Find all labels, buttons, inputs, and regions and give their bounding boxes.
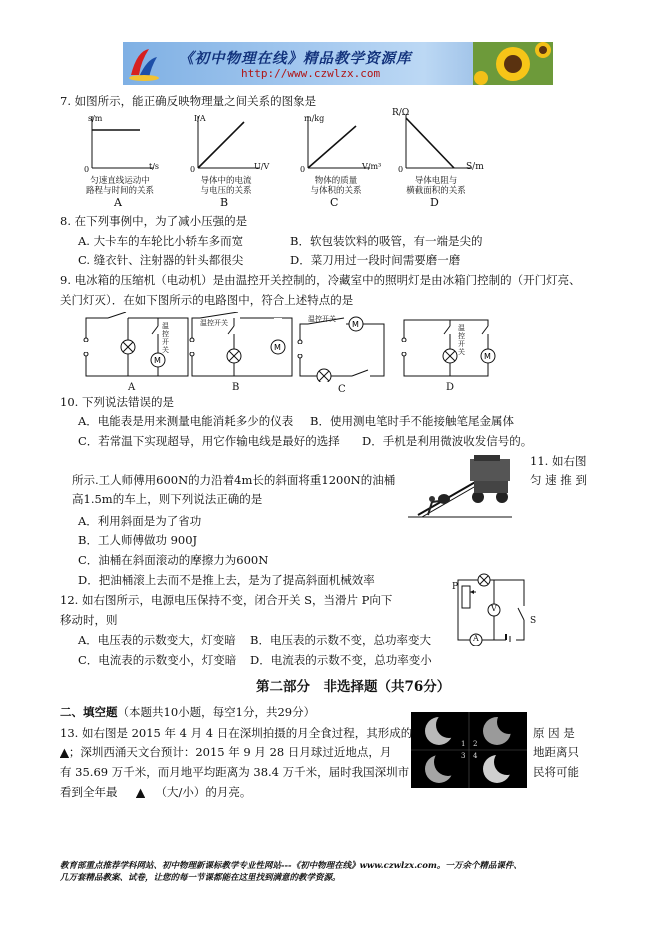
- q11-number-b: 匀 速 推 到: [530, 473, 587, 487]
- q9-c-letter: C: [338, 384, 346, 395]
- q7-d-origin: 0: [398, 165, 404, 174]
- banner-title: 《初中物理在线》精品教学资源库: [179, 50, 412, 67]
- q7-b-xlabel: U/V: [254, 162, 270, 171]
- q7-b-ylabel: I/A: [194, 114, 206, 123]
- header-banner: [123, 42, 553, 85]
- q11-option-c: C．油桶在斜面滚动的摩擦力为600N: [78, 553, 269, 567]
- q7-a-ylabel: s/m: [88, 114, 103, 123]
- q7-c-caption-2: 与体积的关系: [310, 186, 362, 196]
- part2-section-heading: [60, 705, 315, 720]
- q13-photo-number-2: 2: [473, 740, 478, 748]
- q9-line-2: 关门灯灭）．在如下图所示的电路图中，符合上述特点的是: [60, 293, 354, 307]
- page-footer: [60, 860, 620, 884]
- q7-d-caption-2: 横截面积的关系: [406, 186, 466, 196]
- q13-line-2-tail: 地距离只: [533, 745, 579, 759]
- q13-blank-1[interactable]: ▲: [60, 745, 69, 759]
- q7-a-xlabel: t/s: [149, 162, 160, 171]
- q9-circuit-d: [398, 312, 498, 396]
- q12-switch-label: S: [530, 616, 537, 626]
- q9-circuit-d-diagram: [398, 312, 498, 382]
- q8-stem: 8. 在下列事例中，为了减小压强的是: [60, 214, 248, 228]
- q9-b-letter: B: [232, 382, 240, 393]
- q7-graph-b: [184, 112, 274, 208]
- q11-option-b: B．工人师傅做功 900J: [78, 533, 198, 547]
- q10-option-c: C．若常温下实现超导，用它作输电线是最好的选择: [78, 434, 340, 448]
- q10-option-a: A．电能表是用来测量电能消耗多少的仪表: [78, 414, 294, 428]
- q13-photo-number-1: 1: [461, 740, 466, 748]
- site-logo-icon: [127, 45, 161, 82]
- q7-d-xlabel: S/m: [466, 162, 484, 172]
- q10-option-d: D．手机是利用微波收发信号的。: [362, 434, 533, 448]
- svg-text:M: M: [154, 356, 161, 365]
- q7-graph-d: [392, 108, 492, 208]
- q13-line-4-start: 看到全年最: [60, 785, 118, 799]
- q11-line-1: 所示.工人师傅用600N的力沿着4m长的斜面将重1200N的油桶: [72, 473, 396, 487]
- q11-ramp-figure: [404, 453, 516, 519]
- q9-circuit-a-diagram: [78, 312, 194, 382]
- q12-line-2: 移动时，则: [60, 613, 118, 627]
- q13-photo-number-4: 4: [473, 752, 478, 760]
- footer-line-2: 几万套精品教案、试卷，让您的每一节课都能在这里找到满意的教学资源。: [60, 873, 341, 883]
- q13-line-2-wrap: [60, 745, 391, 760]
- q12-option-b: B．电压表的示数不变，总功率变大: [250, 633, 431, 647]
- q13-line-4: [60, 785, 251, 800]
- q12-option-c: C．电流表的示数变小，灯变暗: [78, 653, 237, 667]
- q9-circuit-b: [186, 312, 298, 396]
- q12-slider-label: P: [452, 582, 459, 592]
- sunflower-icon: [473, 42, 553, 85]
- banner-url[interactable]: http://www.czwlzx.com: [241, 67, 381, 80]
- q12-line-1: 12. 如右图所示，电源电压保持不变，闭合开关 S，当滑片 P向下: [60, 593, 393, 607]
- svg-text:M: M: [352, 320, 359, 329]
- part2-title: 第二部分 非选择题（共76分）: [256, 679, 451, 695]
- q12-option-a: A．电压表的示数变大，灯变暗: [78, 633, 236, 647]
- svg-text:M: M: [274, 343, 281, 352]
- q7-graph-c: [294, 112, 384, 208]
- q11-option-a: A．利用斜面是为了省功: [78, 514, 202, 528]
- q7-graph-a: [78, 112, 168, 208]
- q8-option-a: A. 大卡车的车轮比小轿车多而宽: [78, 234, 244, 248]
- q8-option-d: D．菜刀用过一段时间需要磨一磨: [290, 253, 461, 267]
- q13-line-3-tail: 民将可能: [533, 765, 579, 779]
- q12-option-d: D．电流表的示数不变，总功率变小: [250, 653, 432, 667]
- q13-eclipse-photos: [411, 712, 527, 788]
- q7-b-letter: B: [220, 196, 229, 209]
- q13-photo-number-3: 3: [461, 752, 466, 760]
- q11-number-a: 11. 如右图: [530, 454, 587, 468]
- q7-d-ylabel: R/Ω: [392, 108, 410, 118]
- q11-option-d: D．把油桶滚上去而不是推上去，是为了提高斜面机械效率: [78, 573, 375, 587]
- q9-circuit-c: [294, 312, 396, 396]
- q7-a-caption-2: 路程与时间的关系: [85, 186, 154, 196]
- q13-line-3: 有 35.69 万千米，而月地平均距离为 38.4 万千米，届时我国深圳市: [60, 765, 410, 779]
- q7-b-caption-2: 与电压的关系: [200, 186, 252, 196]
- q13-eclipse-drawing: [411, 712, 527, 788]
- q8-option-c: C. 缝衣针、注射器的针头都很尖: [78, 253, 244, 267]
- q7-c-ylabel: m/kg: [304, 114, 325, 123]
- q9-line-1: 9. 电冰箱的压缩机（电动机）是由温控开关控制的，冷藏室中的照明灯是由冰箱门控制的（开门灯亮、: [60, 273, 581, 287]
- q9-a-letter: A: [128, 382, 136, 393]
- q7-stem: 7. 如图所示，能正确反映物理量之间关系的图象是: [60, 94, 317, 108]
- q7-a-origin: 0: [84, 165, 90, 174]
- q7-d-letter: D: [430, 196, 439, 209]
- q12-voltmeter-label: V: [491, 604, 497, 613]
- q7-c-xlabel: V/m³: [362, 162, 382, 171]
- q7-c-letter: C: [330, 196, 339, 209]
- svg-text:M: M: [484, 352, 491, 361]
- q10-stem: 10. 下列说法错误的是: [60, 395, 174, 409]
- q9-d-switch-label: 温控开关: [458, 324, 465, 356]
- part2-section-label: 二、填空题: [60, 705, 118, 719]
- q9-a-switch-label: 温控开关: [162, 322, 169, 354]
- q8-option-b: B．软包装饮料的吸管，有一端是尖的: [290, 234, 483, 248]
- footer-line-1: 教育部重点推荐学科网站、初中物理新课标教学专业性网站---《初中物理在线》www.czwlzx.com。一万余个精品课件、: [60, 861, 522, 871]
- q9-c-switch-label: 温控开关: [308, 315, 336, 323]
- part2-section-note: （本题共10小题，每空1分，共29分）: [117, 705, 316, 719]
- q7-a-caption-1: 匀速直线运动中: [90, 176, 150, 186]
- q7-c-caption-1: 物体的质量: [314, 176, 358, 186]
- q10-option-b: B．使用测电笔时手不能接触笔尾金属体: [310, 414, 514, 428]
- q13-line-4-end: （大/小）的月亮。: [155, 785, 252, 799]
- q12-ammeter-label: A: [473, 634, 479, 643]
- q13-line-1-tail: 原 因 是: [533, 726, 575, 740]
- q7-a-letter: A: [114, 196, 122, 209]
- q7-c-origin: 0: [300, 165, 306, 174]
- q13-blank-2[interactable]: ▲: [136, 785, 145, 799]
- q13-line-1: 13. 如右图是 2015 年 4 月 4 日在深圳拍摄的月全食过程，其形成的: [60, 726, 413, 740]
- q11-line-2: 高1.5m的车上，则下列说法正确的是: [72, 492, 263, 506]
- q12-circuit-figure: [448, 570, 530, 646]
- q13-line-2: ；深圳西涌天文台预计：2015 年 9 月 28 日月球过近地点，月: [68, 745, 392, 759]
- q7-b-caption-1: 导体中的电流: [200, 176, 252, 186]
- q7-d-caption-1: 导体电阻与: [414, 176, 458, 186]
- q9-circuit-a: [78, 312, 194, 396]
- q7-b-origin: 0: [190, 165, 196, 174]
- q9-d-letter: D: [446, 382, 455, 393]
- q9-b-switch-label: 温控开关: [200, 319, 228, 327]
